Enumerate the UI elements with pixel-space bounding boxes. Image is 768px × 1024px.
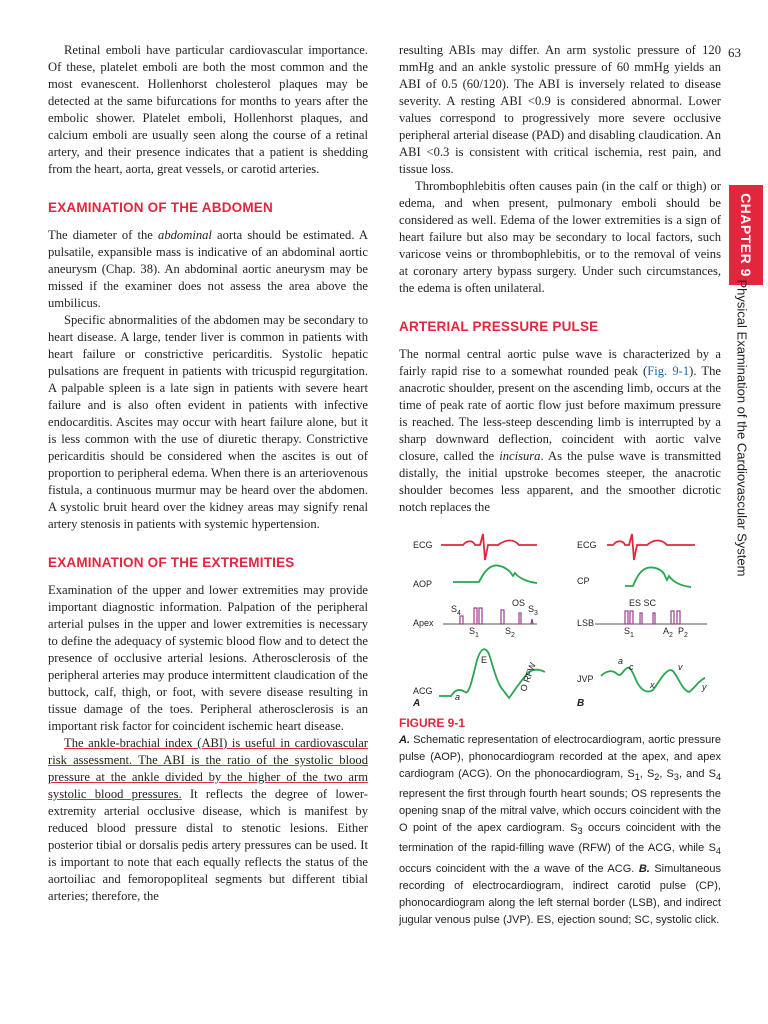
label-jvp-x: x (650, 680, 655, 690)
label-e-point: E (481, 655, 488, 665)
right-column (399, 42, 721, 516)
s1-mark-b2 (630, 611, 633, 624)
label-s1-b: $S_1$ (624, 626, 634, 639)
abi-underlined-text: The ankle-brachial index (ABI) is useful in cardiovascular risk assessment. The ABI is the ratio of the systolic blood pressure at the ankle divided by the higher of the two arm systolic blood pressures. (48, 736, 368, 801)
label-s3: $S_3$ (528, 604, 538, 617)
label-lsb: LSB (577, 618, 595, 628)
s1-mark-a1 (474, 608, 477, 624)
extremities-paragraph-1: Examination of the upper and lower extremities may provide important diagnostic information. Palpation of the peripheral arterial pulses in the upper and lower extremities is necessary to define the adequacy of systemic blood flow and to detect the presence of occlusive arterial lesions. Atherosclerosis of the peripheral arteries may produce intermittent claudication of the buttock, calf, thigh, or foot, with severe disease resulting in tissue damage of the toes. Peripheral atherosclerosis is an important risk factor for coincident ischemic heart disease. (48, 583, 368, 733)
arterial-pulse-heading: ARTERIAL PRESSURE PULSE (399, 319, 599, 334)
sc-mark (653, 613, 655, 624)
chapter-tab-label: CHAPTER 9 (738, 193, 754, 277)
label-jvp: JVP (577, 674, 594, 684)
label-aop: AOP (413, 579, 433, 589)
label-jvp-y: y (702, 682, 707, 692)
label-a-wave-acg: a (455, 692, 461, 702)
os-mark (519, 613, 521, 624)
left-column (48, 42, 368, 905)
label-panel-b: B (577, 698, 585, 709)
retinal-emboli-paragraph: Retinal emboli have particular cardiovascular importance. Of these, platelet emboli are both the most common and the most evanescent. Hollenhorst cholesterol plaques may be detected at the same bifurcations for months to years after the embolic shower. Platelet emboli, Hollenhorst plaques, and calcium emboli are usually seen along the course of a retinal artery, and their presence indicates that a patient is shedding from the heart, aorta, great vessels, or carotid arteries. (48, 43, 368, 176)
es-mark (640, 613, 642, 624)
label-jvp-v: v (678, 662, 683, 672)
p2-mark (677, 611, 680, 624)
label-jvp-a: a (618, 656, 624, 666)
ecg-trace-a (441, 534, 537, 560)
label-s1-a: $S_1$ (469, 626, 479, 639)
thrombophlebitis-paragraph: Thrombophlebitis often causes pain (in the calf or thigh) or edema, and when present, pulmonary emboli should be considered as well. Edema of the lower extremities is a sign of heart failure but also may be secondary to local factors, such varicose veins or thrombophlebitis, or to the removal of veins at coronary artery bypass surgery. Under such circumstances, the edema is often unilateral. (399, 179, 721, 295)
s1-mark-a2 (479, 608, 482, 624)
abi-continued-paragraph: resulting ABIs may differ. An arm systolic pressure of 120 mmHg and an ankle systolic pressure of 60 mmHg yields an ABI of 0.5 (60/120). The ABI is inversely related to disease severity. A resting ABI <0.9 is considered abnormal. Lower values correspond to progressively more severe occlusive peripheral arterial disease (PAD) and disabling claudication. An ABI <0.3 is consistent with critical ischemia, rest pain, and tissue loss. (399, 43, 721, 176)
extremities-paragraph-2: The ankle-brachial index (ABI) is useful in cardiovascular risk assessment. The ABI is the ratio of the systolic blood pressure at the ankle divided by the higher of the two arm systolic blood pressures. It reflects the degree of lower-extremity arterial occlusive disease, which is manifest by reduced blood pressure distal to stenotic lesions. Either posterior tibial or dorsalis pedis artery pressures can be used. It is important to note that each equally reflects the status of the aortoiliac and femoropopliteal segments but different tibial arteries; therefore, the (48, 736, 368, 903)
label-ecg-b: ECG (577, 540, 597, 550)
page-number: 63 (728, 45, 741, 60)
figure-caption-title: FIGURE 9-1 (399, 716, 466, 730)
label-apex: Apex (413, 618, 434, 628)
label-cp: CP (577, 576, 590, 586)
s4-mark (460, 616, 463, 624)
ecg-trace-b (607, 534, 695, 560)
arterial-pulse-paragraph: The normal central aortic pulse wave is characterized by a fairly rapid rise to a somewhat rounded peak (Fig. 9-1). The anacrotic shoulder, present on the ascending limb, occurs at the time of peak rate of aortic flow just before maximum pressure is reached. The less-steep descending limb is interrupted by a sharp downward deflection, coincident with aortic valve closure, called the incisura. As the pulse wave is transmitted distally, the initial upstroke becomes steeper, the anacrotic shoulder becomes less apparent, and the smoother dicrotic notch replaces the (399, 347, 721, 514)
label-s4: $S_4$ (451, 604, 461, 617)
cp-trace (625, 567, 691, 587)
s1-mark-b1 (625, 611, 628, 624)
figure-9-1 (395, 520, 735, 720)
a2-mark (671, 611, 674, 624)
label-a2: $A_2$ (663, 626, 673, 639)
s2-mark-a (501, 610, 504, 624)
label-os: OS (512, 598, 526, 608)
extremities-heading: EXAMINATION OF THE EXTREMITIES (48, 555, 295, 570)
figure-caption: A. Schematic representation of electrocardiogram, aortic pressure pulse (AOP), phonocardiogram recorded at the apex, and apex cardiogram (ACG). On the phonocardiogram, $S_1$, $S_2$, $S_3$, and $S_4$ represent the first through fourth heart sounds; OS represents the opening snap of the mitral valve, which occurs coincident with the O point of the apex cardiogram. $S_3$ occurs coincident with the termination of the rapid-filling wave (RFW) of the ACG, while $S_4$ occurs coincident with the a wave of the ACG. B. Simultaneous recording of electrocardiogram, indirect carotid pulse (CP), phonocardiogram along the left sternal border (LSB), and indirect jugular venous pulse (JVP). ES, ejection sound; SC, systolic click. (399, 734, 722, 926)
s3-mark (531, 619, 533, 624)
label-jvp-c: c (629, 662, 634, 672)
aop-trace (453, 565, 537, 583)
label-p2: $P_2$ (678, 626, 688, 639)
label-panel-a: A (413, 698, 421, 709)
abdomen-paragraph-2: Specific abnormalities of the abdomen may be secondary to heart disease. A large, tender liver is common in patients with heart failure or constrictive pericarditis. Systolic hepatic pulsations are frequent in patients with tricuspid regurgitation. A palpable spleen is a late sign in patients with severe heart failure and is also often evident in patients with infective endocarditis. Ascites may occur with heart failure alone, but it is less common with the use of diuretic therapy. Constrictive pericarditis should be considered when the ascites is out of proportion to peripheral edema. When there is an arteriovenous fistula, a continuous murmur may be heard over the abdomen. A systolic bruit heard over the kidney areas may signify renal artery stenosis in patients with systemic hypertension. (48, 313, 368, 531)
label-ecg-a: ECG (413, 540, 433, 550)
label-s2-a: $S_2$ (505, 626, 515, 639)
label-es-sc: ES SC (629, 598, 657, 608)
label-rfw: O RFW (518, 661, 538, 693)
abdomen-heading: EXAMINATION OF THE ABDOMEN (48, 200, 273, 215)
figure-waveforms (395, 520, 735, 720)
label-acg: ACG (413, 686, 433, 696)
chapter-running-title: Physical Examination of the Cardiovascular System (734, 279, 750, 577)
abdomen-paragraph-1: The diameter of the abdominal aorta should be estimated. A pulsatile, expansible mass is indicative of an abdominal aortic aneurysm (Chap. 38). An abdominal aortic aneurysm may be missed if the examiner does not assess the area above the umbilicus. (48, 228, 368, 310)
figure-9-1-link[interactable]: Fig. 9-1 (647, 364, 690, 378)
